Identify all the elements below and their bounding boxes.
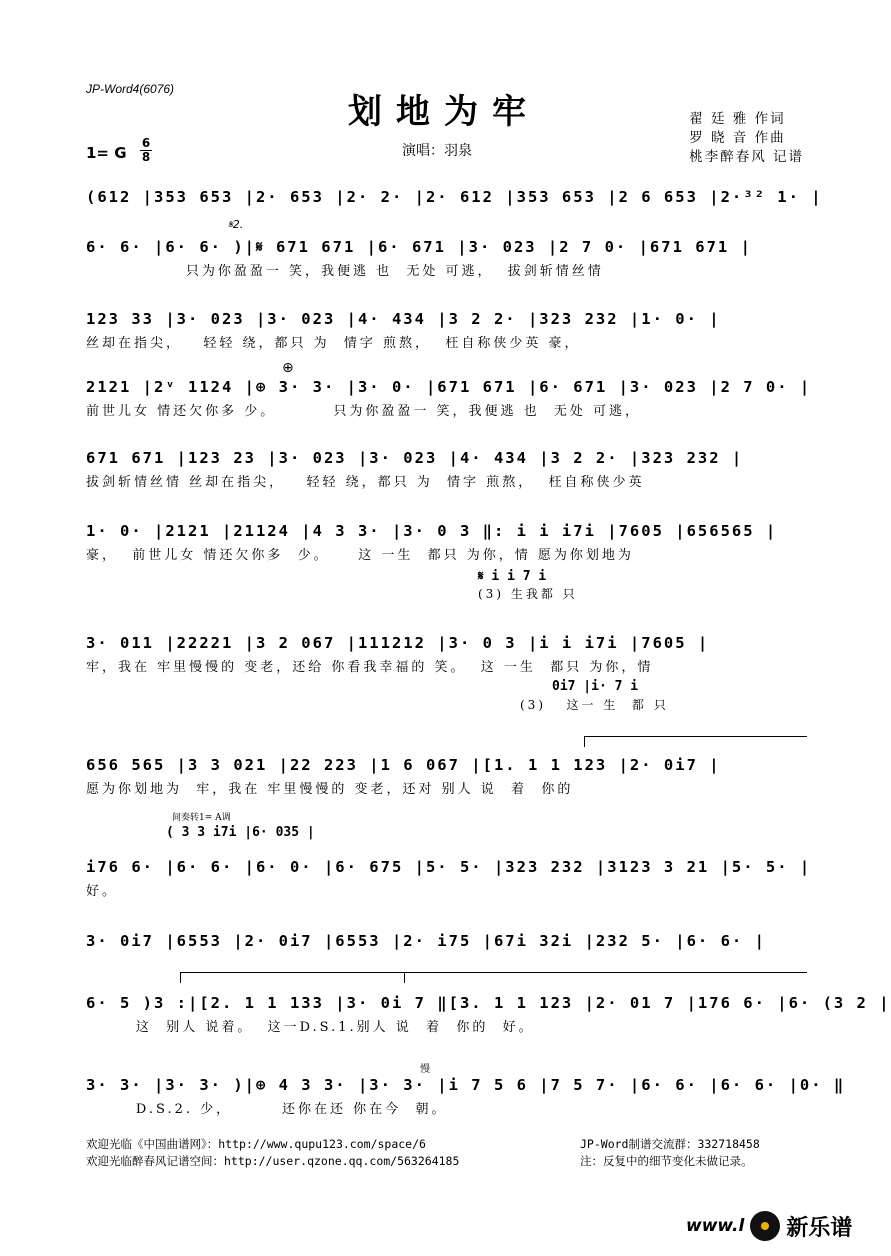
- score-line-9: [86, 856, 812, 902]
- interlude-label: 间奏转1= A调: [172, 813, 231, 823]
- meter-top: 6: [141, 136, 151, 150]
- score-line-5: [86, 447, 808, 493]
- singer-label: 演唱：羽泉: [402, 143, 472, 159]
- notation-row: 3· 3· |3· 3· )|⊕ 4 3 3· |3· 3· |i 7 5 6 |7 5 7· |6· 6· |6· 6· |0· ‖: [86, 1076, 846, 1094]
- credits: [689, 110, 804, 167]
- score-line-2: [86, 236, 808, 282]
- notation-row: 671 671 |123 23 |3· 023 |3· 023 |4· 434 |3 2 2· |323 232 |: [86, 449, 744, 467]
- footer-left: [86, 1136, 459, 1170]
- volta-bracket-3: [404, 972, 807, 983]
- watermark-logo: [686, 1208, 852, 1244]
- lyrics-row: D.S.2. 少， 还你在还 你在今 朝。: [86, 1102, 448, 1117]
- time-signature: [140, 137, 152, 164]
- score-line-3: [86, 308, 808, 354]
- notation-row: 656 565 |3 3 021 |22 223 |1 6 067 |[1. 1 1 123 |2· 0i7 |: [86, 756, 721, 774]
- lyrics-row: 这 别人 说着。 这一D.S.1.别人 说 着 你的 好。: [86, 1020, 535, 1035]
- lyrics-row: 拔剑斩情丝情 丝却在指尖， 轻轻 绕，都只 为 情字 煎熬， 枉自称侠少英: [86, 475, 645, 490]
- tempo-mark: 慢: [420, 1064, 430, 1075]
- footer-note: 注：反复中的细节变化未做记录。: [580, 1154, 753, 1168]
- notation-row: 6· 5 )3 :|[2. 1 1 133 |3· 0i 7 ‖[3. 1 1 123 |2· 01 7 |176 6· |6· (3 2 |: [86, 994, 891, 1012]
- score-line-10: [86, 930, 808, 952]
- volta-bracket-2: [180, 972, 405, 983]
- notation-row: 123 33 |3· 023 |3· 023 |4· 434 |3 2 2· |323 232 |1· 0· |: [86, 310, 721, 328]
- lyrics-row: 愿为你划地为 牢，我在 牢里慢慢的 变老，还对 别人 说 着 你的: [86, 782, 574, 797]
- lyricist: 翟 廷 雅 作词: [689, 111, 786, 127]
- lyrics-row: 好。: [86, 884, 119, 899]
- notation-row: 1· 0· |2121 |21124 |4 3 3· |3· 0 3 ‖: i i i7i |7605 |656565 |: [86, 522, 778, 540]
- alt-lyrics-2: (3) 这一 生 都 只: [520, 698, 669, 712]
- lyrics-row: 只为你盈盈一 笑，我便逃 也 无处 可逃， 拔剑斩情丝情: [86, 264, 604, 279]
- alt-notation-1: 𝄋 i i 7 i: [478, 569, 547, 584]
- alt-notation-2: 0i7 |i· 7 i: [552, 679, 639, 694]
- segno-mark: 𝄋2.: [228, 218, 244, 231]
- song-title: 划地为牢: [348, 92, 540, 132]
- footer-link-2: 欢迎光临醉春风记谱空间：http://user.qzone.qq.com/563264185: [86, 1154, 460, 1168]
- footer-right: [580, 1136, 760, 1170]
- interlude-notation: ( 3 3 i7i |6· 035 |: [166, 825, 315, 840]
- footer-group: JP-Word制谱交流群：332718458: [580, 1137, 760, 1151]
- notation-row: 6· 6· |6· 6· )|𝄋 671 671 |6· 671 |3· 023 |2 7 0· |671 671 |: [86, 238, 752, 256]
- meter-bottom: 8: [141, 150, 151, 164]
- score-line-11: [86, 992, 891, 1038]
- score-line-4: [86, 376, 812, 422]
- notation-row: (612 |353 653 |2· 653 |2· 2· |2· 612 |353 653 |2 6 653 |2·³² 1· |: [86, 188, 823, 206]
- lyrics-row: 牢，我在 牢里慢慢的 变老，还给 你看我幸福的 笑。 这 一生 都只 为你，情: [86, 660, 654, 675]
- watermark-url: www.l: [686, 1216, 745, 1236]
- lyrics-row: 豪， 前世儿女 情还欠你多 少。 这 一生 都只 为你，情 愿为你划地为: [86, 548, 634, 563]
- composer: 罗 晓 音 作曲: [689, 130, 786, 146]
- volta-bracket-1: [584, 736, 807, 747]
- notation-row: 2121 |2ᵛ 1124 |⊕ 3· 3· |3· 0· |671 671 |6· 671 |3· 023 |2 7 0· |: [86, 378, 812, 396]
- score-line-7: [86, 632, 808, 678]
- score-line-8: [86, 754, 808, 800]
- notation-row: 3· 011 |22221 |3 2 067 |111212 |3· 0 3 |i i i7i |7605 |: [86, 634, 710, 652]
- footer-link-1: 欢迎光临《中国曲谱网》：http://www.qupu123.com/space/6: [86, 1137, 426, 1151]
- notation-row: 3· 0i7 |6553 |2· 0i7 |6553 |2· i75 |67i 32i |232 5· |6· 6· |: [86, 932, 766, 950]
- score-line-1: [86, 186, 823, 208]
- software-label: JP-Word4(6076): [86, 82, 175, 96]
- transcriber: 桃李醉春风 记谱: [689, 149, 804, 165]
- notation-row: i76 6· |6· 6· |6· 0· |6· 675 |5· 5· |323 232 |3123 3 21 |5· 5· |: [86, 858, 812, 876]
- score-line-6: [86, 520, 808, 566]
- lyrics-row: 丝却在指尖， 轻轻 绕，都只 为 情字 煎熬， 枉自称侠少英 豪，: [86, 336, 581, 351]
- score-line-12: [86, 1074, 846, 1120]
- alt-lyrics-1: (3) 生我都 只: [478, 587, 578, 601]
- coda-mark: ⊕: [282, 360, 294, 376]
- watermark-brand: 新乐谱: [786, 1215, 853, 1241]
- record-icon: [750, 1211, 780, 1241]
- key-signature: 1= G: [86, 144, 127, 162]
- lyrics-row: 前世儿女 情还欠你多 少。 只为你盈盈一 笑，我便逃 也 无处 可逃，: [86, 404, 641, 419]
